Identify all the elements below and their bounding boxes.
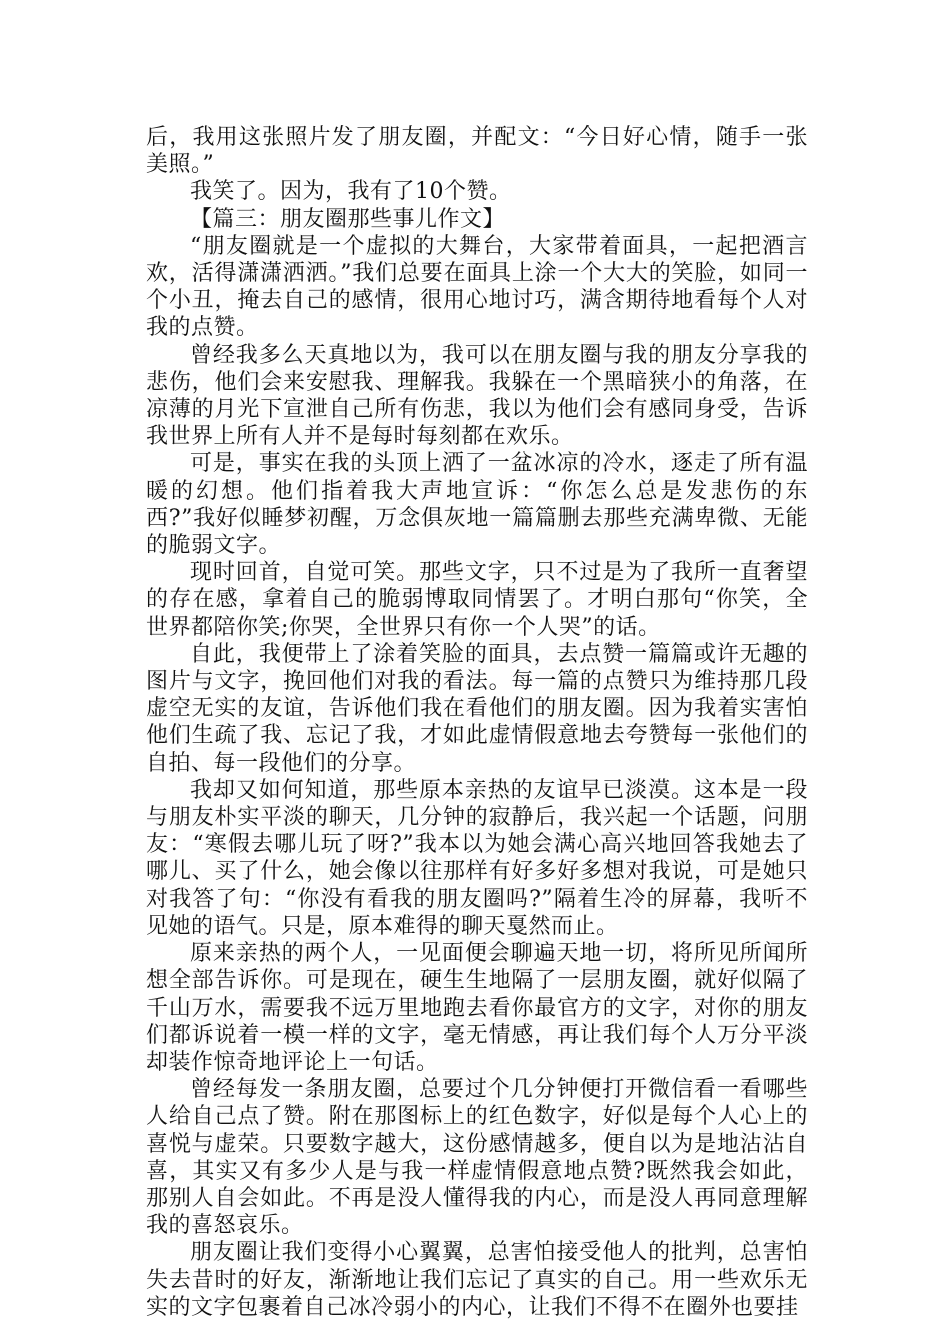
paragraph-4: 曾经我多么天真地以为，我可以在朋友圈与我的朋友分享我的悲伤，他们会来安慰我、理解我。我躲在一个黑暗狭小的角落，在凉薄的月光下宣泄自己所有伤悲，我以为他们会有感同身受，告诉我世界上所有人并不是每时每刻都在欢乐。 xyxy=(146,342,808,450)
paragraph-7: 自此，我便带上了涂着笑脸的面具，去点赞一篇篇或许无趣的图片与文字，挽回他们对我的看法。每一篇的点赞只为维持那几段虚空无实的友谊，告诉他们我在看他们的朋友圈。因为我着实害怕他们生疏了我、忘记了我，才如此虚情假意地去夸赞每一张他们的自拍、每一段他们的分享。 xyxy=(146,641,808,776)
paragraph-3: “朋友圈就是一个虚拟的大舞台，大家带着面具，一起把酒言欢，活得潇潇洒洒。”我们总要在面具上涂一个大大的笑脸，如同一个小丑，掩去自己的感情，很用心地讨巧，满含期待地看每个人对我的点赞。 xyxy=(146,233,808,341)
paragraph-2: 我笑了。因为，我有了10个赞。 xyxy=(190,179,512,205)
paragraph-11: 朋友圈让我们变得小心翼翼，总害怕接受他人的批判，总害怕失去昔时的好友，渐渐地让我们忘记了真实的自己。用一些欢乐无实的文字包裹着自己冰冷弱小的内心，让我们不得不在圈外也要挂 xyxy=(146,1240,808,1320)
paragraph-6: 现时回首，自觉可笑。那些文字，只不过是为了我所一直奢望的存在感，拿着自己的脆弱博取同情罢了。才明白那句“你笑，全世界都陪你笑;你哭，全世界只有你一个人哭”的话。 xyxy=(146,560,808,640)
paragraph-5: 可是，事实在我的头顶上洒了一盆冰凉的冷水，逐走了所有温暖的幻想。他们指着我大声地宣诉：“你怎么总是发悲伤的东西?”我好似睡梦初醒，万念俱灰地一篇篇删去那些充满卑微、无能的脆弱文字。 xyxy=(146,451,808,559)
paragraph-8: 我却又如何知道，那些原本亲热的友谊早已淡漠。这本是一段与朋友朴实平淡的聊天，几分钟的寂静后，我兴起一个话题，问朋友：“寒假去哪儿玩了呀?”我本以为她会满心高兴地回答我她去了哪儿、买了什么，她会像以往那样有好多好多想对我说，可是她只对我答了句：“你没有看我的朋友圈吗?”隔着生冷的屏幕，我听不见她的语气。只是，原本难得的聊天戛然而止。 xyxy=(146,777,808,939)
section-heading: 【篇三：朋友圈那些事儿作文】 xyxy=(190,206,506,232)
document-body xyxy=(146,124,808,1321)
paragraph-1: 后，我用这张照片发了朋友圈，并配文：“今日好心情，随手一张美照。” xyxy=(146,125,808,178)
paragraph-10: 曾经每发一条朋友圈，总要过个几分钟便打开微信看一看哪些人给自己点了赞。附在那图标上的红色数字，好似是每个人心上的喜悦与虚荣。只要数字越大，这份感情越多，便自以为是地沾沾自喜，其实又有多少人是与我一样虚情假意地点赞?既然我会如此，那别人自会如此。不再是没人懂得我的内心，而是没人再同意理解我的喜怒哀乐。 xyxy=(146,1077,808,1239)
paragraph-9: 原来亲热的两个人，一见面便会聊遍天地一切，将所见所闻所想全部告诉你。可是现在，硬生生地隔了一层朋友圈，就好似隔了千山万水，需要我不远万里地跑去看你最官方的文字，对你的朋友们都诉说着一模一样的文字，毫无情感，再让我们每个人万分平淡却装作惊奇地评论上一句话。 xyxy=(146,941,808,1075)
